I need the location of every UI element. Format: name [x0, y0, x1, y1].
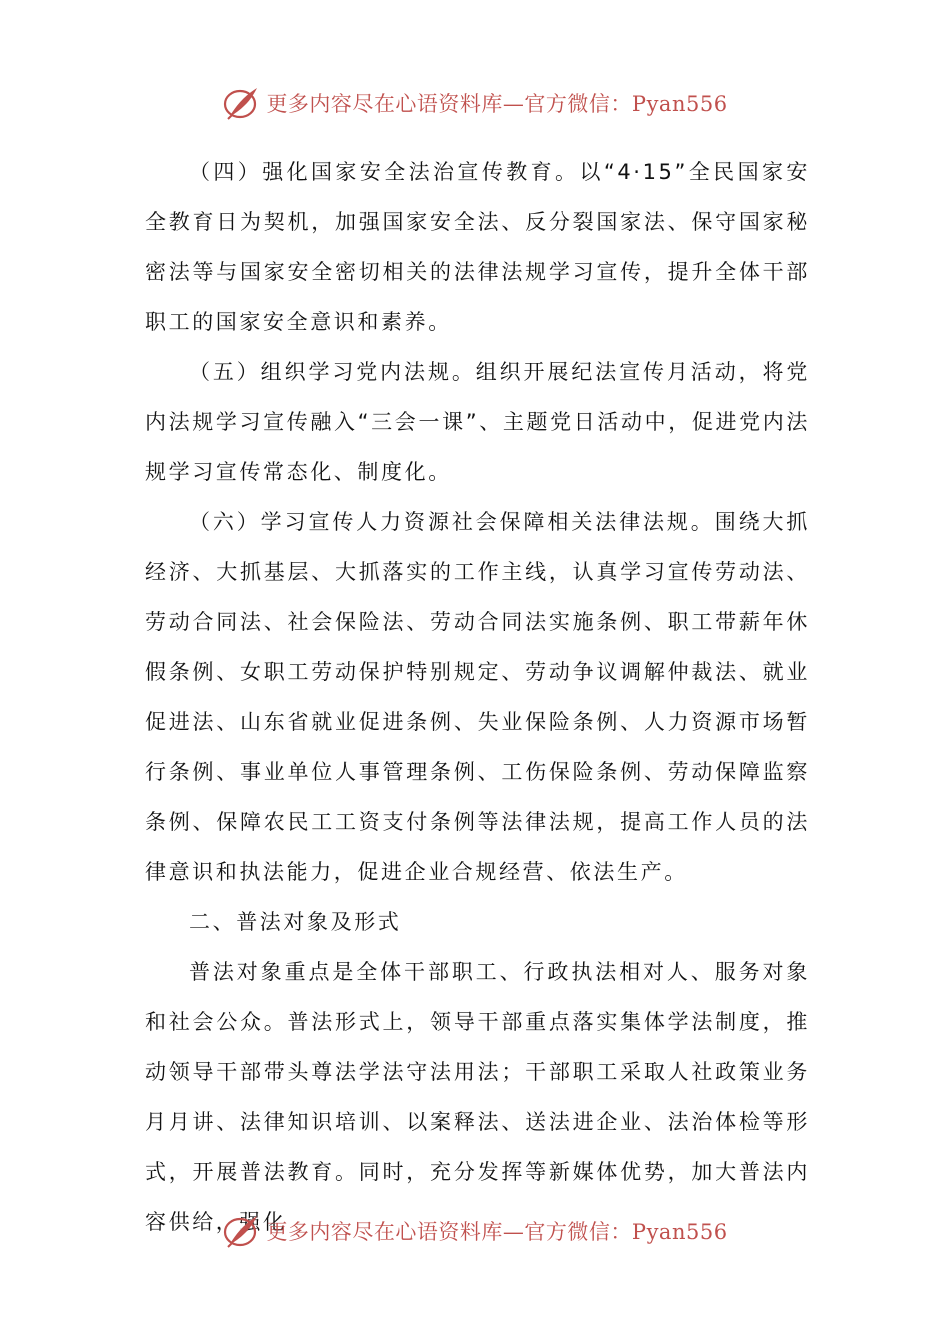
watermark-footer — [0, 1214, 950, 1248]
paragraph-section-6: （六）学习宣传人力资源社会保障相关法律法规。围绕大抓经济、大抓基层、大抓落实的工作主线，认真学习宣传劳动法、劳动合同法、社会保险法、劳动合同法实施条例、职工带薪年休假条例、女职工劳动保护特别规定、劳动争议调解仲裁法、就业促进法、山东省就业促进条例、失业保险条例、人力资源市场暂行条例、事业单位人事管理条例、工伤保险条例、劳动保障监察条例、保障农民工工资支付条例等法律法规，提高工作人员的法律意识和执法能力，促进企业合规经营、依法生产。 — [145, 510, 810, 884]
paragraph-targets-forms: 普法对象重点是全体干部职工、行政执法相对人、服务对象和社会公众。普法形式上，领导干部重点落实集体学法制度，推动领导干部带头尊法学法守法用法；干部职工采取人社政策业务月月讲、法律知识培训、以案释法、送法进企业、法治体检等形式，开展普法教育。同时，充分发挥等新媒体优势，加大普法内容供给，强化 — [145, 960, 810, 1234]
paragraph-section-4: （四）强化国家安全法治宣传教育。以“4·15”全民国家安全教育日为契机，加强国家安全法、反分裂国家法、保守国家秘密法等与国家安全密切相关的法律法规学习宣传，提升全体干部职工的国家安全意识和素养。 — [145, 160, 810, 334]
watermark-text: 更多内容尽在心语资料库—官方微信：Pyan556 — [266, 1220, 728, 1244]
section-heading-2: 二、普法对象及形式 — [189, 910, 402, 934]
paragraph-section-5: （五）组织学习党内法规。组织开展纪法宣传月活动，将党内法规学习宣传融入“三会一课”、主题党日活动中，促进党内法规学习宣传常态化、制度化。 — [145, 360, 810, 484]
quill-logo-icon — [222, 1214, 260, 1248]
watermark-header — [0, 86, 950, 120]
document-body — [145, 147, 810, 1247]
quill-logo-icon — [222, 86, 260, 120]
watermark-text: 更多内容尽在心语资料库—官方微信：Pyan556 — [266, 92, 728, 116]
